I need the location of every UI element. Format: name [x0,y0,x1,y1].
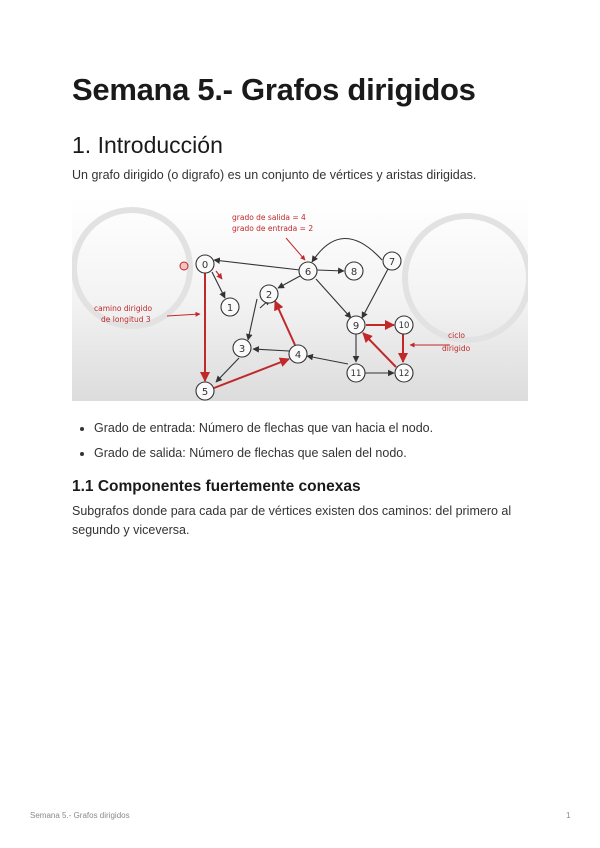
node-label-1: 1 [226,303,234,314]
node-label-8: 8 [350,267,358,278]
annotation-degree-in: grado de entrada = 2 [232,224,314,233]
intro-paragraph: Un grafo dirigido (o digrafo) es un conjunto de vértices y aristas dirigidas. [72,168,477,182]
directed-graph-diagram [72,198,528,401]
annotation-degree-out: grado de salida = 4 [232,213,306,222]
annotation-path-line2: de longitud 3 [101,315,151,324]
footer-title: Semana 5.- Grafos dirigidos [30,811,130,820]
node-label-11: 11 [350,369,362,379]
annotation-path-line1: camino dirigido [94,304,153,313]
degree-definitions-list [72,420,433,470]
node-label-6: 6 [304,267,312,278]
node-label-9: 9 [352,321,360,332]
section-heading-introduccion: 1. Introducción [72,132,223,158]
node-label-5: 5 [201,387,209,398]
node-label-0: 0 [201,260,209,271]
list-item-grado-entrada: • Grado de entrada: Número de flechas que van hacia el nodo. [94,420,433,436]
componentes-paragraph: Subgrafos donde para cada par de vértices existen dos caminos: del primero al segundo y viceversa. [72,504,512,537]
node-label-12: 12 [398,369,410,379]
annotation-cycle-line1: ciclo [448,331,466,340]
list-item-grado-salida: • Grado de salida: Número de flechas que salen del nodo. [94,445,433,461]
subheading-componentes: 1.1 Componentes fuertemente conexas [72,478,361,495]
graph-figure [72,198,528,401]
page-title: Semana 5.- Grafos dirigidos [72,72,476,107]
node-label-7: 7 [388,257,396,268]
page-number: 1 [566,811,571,820]
node-label-2: 2 [265,290,273,301]
node-label-4: 4 [294,350,302,361]
node-label-10: 10 [398,321,410,331]
cursor-dot [180,262,188,270]
annotation-cycle-line2: dirigido [442,344,471,353]
node-label-3: 3 [238,344,246,355]
